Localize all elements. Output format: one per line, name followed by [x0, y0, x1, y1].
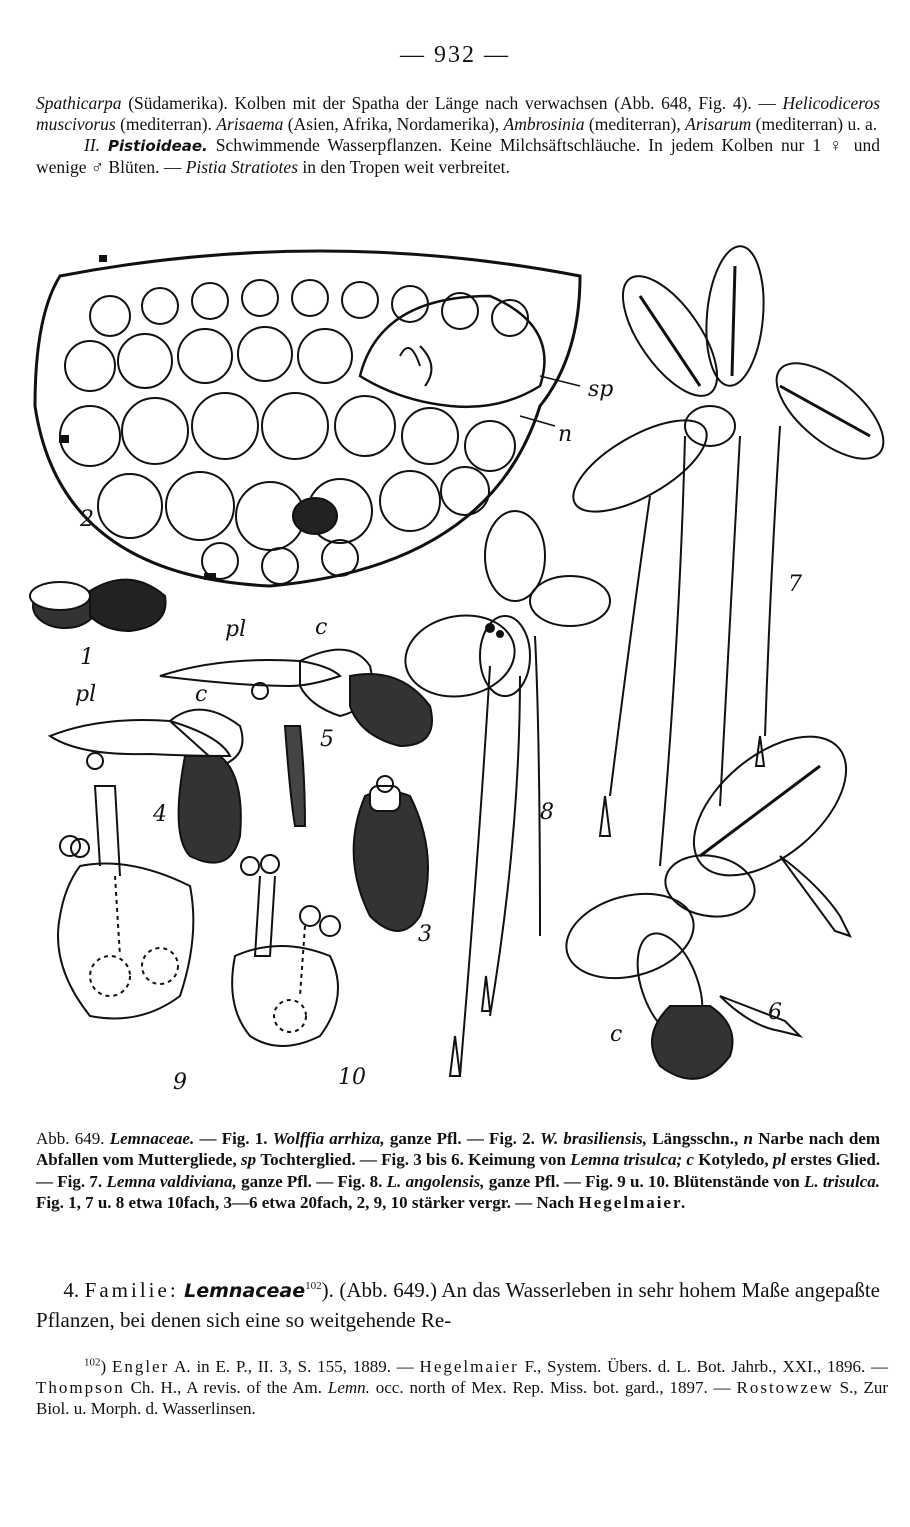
fig6-label: 6 — [768, 1000, 782, 1025]
footnote-number: 102 — [84, 1356, 101, 1369]
species-name: Pistia Stratiotes — [185, 157, 299, 177]
fig10-drawing — [232, 855, 340, 1046]
genus-name: Helicodiceros muscivorus — [36, 93, 881, 134]
fig8-label: 8 — [540, 800, 554, 825]
fig9-drawing — [58, 786, 193, 1019]
text-span: (mediterran). — [120, 114, 212, 134]
section-number: 4. — [63, 1278, 80, 1302]
text-span: (mediterran) u. a. — [755, 114, 878, 134]
caption-species: Lemna trisulca; — [570, 1150, 683, 1170]
text-span: Schwimmende Wasserpflanzen. Keine Milchsäftschläuche. In jedem Kolben nur 1 ♀ und wenige ♂ Blüten. — — [36, 135, 881, 177]
fig2-label: 2 — [80, 507, 94, 532]
caption-species: L. angolensis, — [386, 1171, 485, 1191]
footnote-text: occ. north of Mex. Rep. Miss. bot. gard., 1897. — — [375, 1378, 731, 1397]
section-label: Familie: — [84, 1278, 179, 1302]
genus-name: Ambrosinia — [503, 114, 585, 134]
text-span: (Asien, Afrika, Nordamerika), — [287, 114, 500, 134]
caption-text: erstes Glied. — Fig. 7. — [36, 1150, 881, 1191]
label-pl-fig5: pl — [225, 617, 247, 642]
fig3-drawing — [354, 776, 428, 931]
label-sp: sp — [588, 377, 614, 402]
footnote-text: A. in E. P., II. 3, S. 155, 1889. — — [174, 1357, 414, 1376]
label-c-fig6: c — [610, 1022, 623, 1047]
caption-species: Wolffia arrhiza, — [272, 1129, 385, 1148]
footnote-text: Ch. H., A revis. of the Am. — [130, 1378, 323, 1397]
caption-species: W. brasiliensis, — [540, 1129, 648, 1148]
footnote-text: F., System. Übers. d. L. Bot. Jahrb., XXI., 1896. — — [524, 1357, 888, 1376]
fig6-drawing — [557, 710, 871, 1079]
footnote-author: Hegelmaier — [419, 1357, 519, 1376]
fig8-plant-drawing — [399, 511, 610, 1076]
caption-family: Lemnaceae. — [109, 1129, 195, 1148]
caption-symbol: c — [686, 1150, 694, 1170]
fig7-plant-drawing — [560, 244, 890, 866]
footnote-author: Thompson — [36, 1378, 125, 1397]
botanical-illustration — [20, 236, 890, 1116]
caption-text: Längsschn., — [652, 1129, 739, 1148]
fig3-label: 3 — [418, 922, 432, 947]
figure-649 — [20, 236, 890, 1116]
body-paragraph — [36, 1276, 880, 1335]
caption-text: ganze Pfl. — Fig. 2. — [389, 1129, 535, 1148]
fig5-label: 5 — [320, 727, 334, 752]
footnote: $^{102}$) Engler A. in E. P., II. 3, S. 155, 1889. — Hegelmaier F., System. Übers. d. L. Bot. Jahrb., XXI., 1896. — Thompson Ch. H., A revis. of the Am. Lemn. occ. north of Mex. Rep. Miss. bot. gard., 1897. — Rostowzew S., Zur Biol. u. Morph. d. Wasserlinsen. — [36, 1356, 889, 1418]
caption-text: Fig. 1, 7 u. 8 etwa 10fach, 3—6 etwa 20fach, 2, 9, 10 stärker vergr. — Nach — [36, 1192, 575, 1212]
caption-text: Narbe nach dem Abfallen vom Muttergliede, — [36, 1129, 881, 1170]
footnote-author: Rostowzew — [736, 1378, 834, 1397]
fig4-label: 4 — [153, 802, 167, 827]
footnote-author: Engler — [111, 1357, 170, 1376]
text-span: (Südamerika). Kolben mit der Spatha der Länge nach verwachsen (Abb. 648, Fig. 4). — — [128, 93, 776, 113]
caption-text: Tochterglied. — Fig. 3 bis 6. Keimung von — [260, 1150, 566, 1170]
footnote-text: S., Zur Biol. u. Morph. d. Wasserlinsen. — [36, 1378, 889, 1418]
intro-paragraph — [36, 93, 880, 178]
caption-symbol: pl — [772, 1150, 787, 1170]
page-number: — 932 — — [400, 42, 510, 68]
subfamily-name: Pistioideae. — [108, 137, 208, 155]
fig9-label: 9 — [173, 1070, 187, 1095]
genus-name: Arisarum — [685, 114, 752, 134]
caption-text: Abb. 649. — [36, 1129, 105, 1148]
caption-symbol: sp — [240, 1150, 257, 1170]
genus-name: Spathicarpa — [36, 93, 122, 113]
caption-text: ganze Pfl. — Fig. 9 u. 10. Blütenstände von — [488, 1171, 800, 1191]
footnote-ref: 102 — [305, 1280, 322, 1292]
text-span: (mediterran), — [588, 114, 681, 134]
label-c-fig4: c — [195, 682, 208, 707]
label-c-fig5: c — [315, 615, 328, 640]
caption-text: Kotyledo, — [698, 1150, 769, 1170]
label-n: n — [558, 422, 573, 447]
fig1-drawing — [30, 580, 166, 631]
body-text: ). (Abb. 649.) An das Wasserleben in sehr hohem Maße angepaßte Pflanzen, bei denen sich eine so weitgehende Re- — [36, 1278, 880, 1332]
fig1-label: 1 — [80, 645, 94, 670]
caption-species: Lemna valdiviana, — [106, 1171, 237, 1191]
fig2-section-drawing — [35, 251, 580, 586]
caption-symbol: n — [743, 1129, 753, 1148]
caption-text: — Fig. 1. — [199, 1129, 268, 1148]
fig7-label: 7 — [788, 572, 802, 597]
subfamily-number: II. — [84, 135, 101, 155]
text-span: in den Tropen weit verbreitet. — [302, 157, 510, 177]
label-pl-fig4: pl — [75, 682, 97, 707]
family-name: Lemnaceae — [184, 1280, 306, 1302]
footnote-italic: Lemn. — [327, 1378, 370, 1397]
genus-name: Arisaema — [216, 114, 284, 134]
fig10-label: 10 — [338, 1065, 366, 1090]
caption-species: L. trisulca. — [803, 1171, 881, 1191]
figure-caption — [36, 1128, 880, 1213]
caption-text: ganze Pfl. — Fig. 8. — [241, 1171, 383, 1191]
caption-author: Hegelmaier. — [578, 1192, 688, 1212]
